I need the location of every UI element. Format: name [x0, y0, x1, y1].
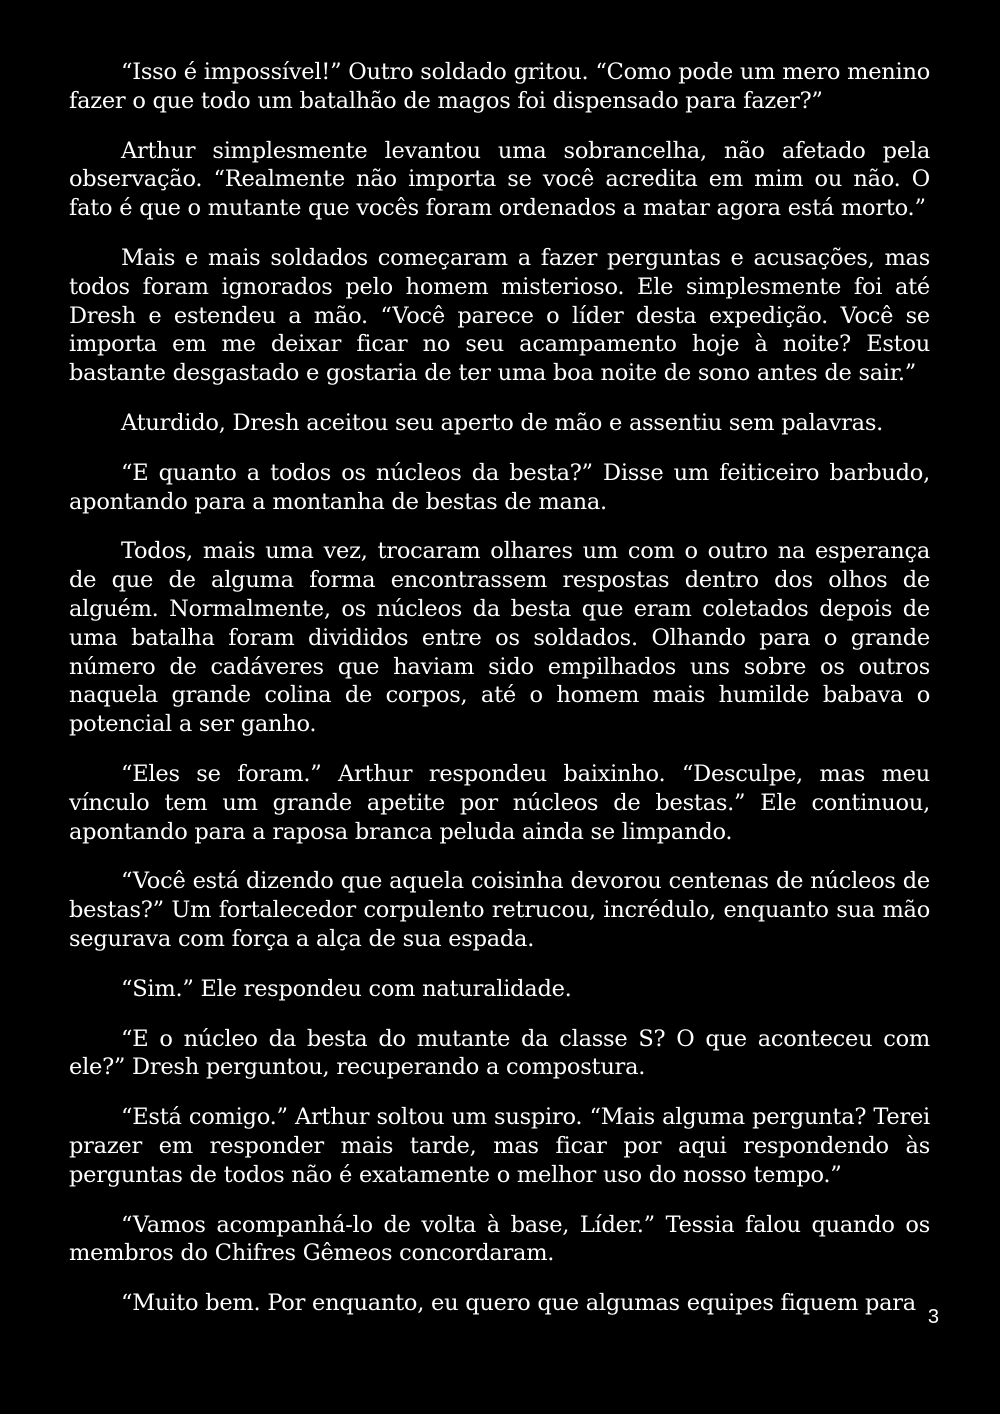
paragraph-12: “Vamos acompanhá-lo de volta à base, Líder.” Tessia falou quando os membros do Chifres Gêmeos concordaram. [69, 1211, 930, 1267]
paragraph-4: Aturdido, Dresh aceitou seu aperto de mão e assentiu sem palavras. [121, 409, 884, 436]
paragraph-5: “E quanto a todos os núcleos da besta?” Disse um feiticeiro barbudo, apontando para a montanha de bestas de mana. [69, 459, 930, 515]
paragraph-8: “Você está dizendo que aquela coisinha devorou centenas de núcleos de bestas?” Um fortalecedor corpulento retrucou, incrédulo, enquanto sua mão segurava com força a alça de sua espada. [69, 868, 930, 952]
paragraph-6: Todos, mais uma vez, trocaram olhares um com o outro na esperança de que de alguma forma encontrassem respostas dentro dos olhos de alguém. Normalmente, os núcleos da besta que eram coletados depois de uma batalha foram divididos entre os soldados. Olhando para o grande número de cadáveres que haviam sido empilhados uns sobre os outros naquela grande colina de corpos, até o homem mais humilde babava o potencial a ser ganho. [69, 538, 930, 738]
page-number: 3 [927, 1306, 939, 1328]
paragraph-9: “Sim.” Ele respondeu com naturalidade. [121, 975, 572, 1002]
paragraph-13: “Muito bem. Por enquanto, eu quero que algumas equipes fiquem para [121, 1290, 916, 1317]
document-body [69, 58, 930, 1339]
paragraph-7: “Eles se foram.” Arthur respondeu baixinho. “Desculpe, mas meu vínculo tem um grande apetite por núcleos de bestas.” Ele continuou, apontando para a raposa branca peluda ainda se limpando. [69, 760, 930, 845]
paragraph-3: Mais e mais soldados começaram a fazer perguntas e acusações, mas todos foram ignorados pelo homem misterioso. Ele simplesmente foi até Dresh e estendeu a mão. “Você parece o líder desta expedição. Você se importa em me deixar ficar no seu acampamento hoje à noite? Estou bastante desgastado e gostaria de ter uma boa noite de sono antes de sair.” [69, 244, 930, 387]
paragraph-2: Arthur simplesmente levantou uma sobrancelha, não afetado pela observação. “Realmente não importa se você acredita em mim ou não. O fato é que o mutante que vocês foram ordenados a matar agora está morto.” [69, 137, 930, 222]
paragraph-10: “E o núcleo da besta do mutante da classe S? O que aconteceu com ele?” Dresh perguntou, recuperando a compostura. [69, 1025, 930, 1081]
paragraph-11: “Está comigo.” Arthur soltou um suspiro. “Mais alguma pergunta? Terei prazer em responder mais tarde, mas ficar por aqui respondendo às perguntas de todos não é exatamente o melhor uso do nosso tempo.” [69, 1104, 930, 1188]
paragraph-1: “Isso é impossível!” Outro soldado gritou. “Como pode um mero menino fazer o que todo um batalhão de magos foi dispensado para fazer?” [69, 59, 930, 114]
